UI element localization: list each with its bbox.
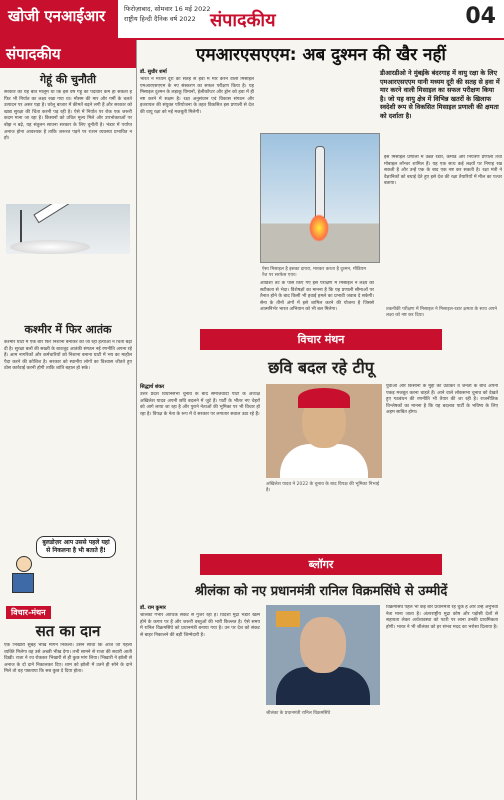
lead-byline: डॉ. सुधीर शर्मा <box>140 69 167 75</box>
article-3 <box>140 605 502 785</box>
editorial-1-title: गेहूं की चुनौती <box>39 73 97 86</box>
article-2-byline: सिद्धार्थ शंकर <box>140 384 165 390</box>
article-3-text: श्रीलंका गंभीर आर्थिक संकट से गुजर रहा है। विदेशी मुद्रा भंडार खत्म होने के कगार पर है और जरूरी वस्तुओं की भारी किल्लत है। ऐसे समय में रानिल विक्रमसिंघे को प्रधानमंत्री बनाया गया है। उन पर देश को संकट से बाहर निकालने की बड़ी जिम्मेदारी है। <box>140 613 260 638</box>
vichar-manthan-label: विचार-मंथन <box>6 606 51 619</box>
lead-column-3-text: इस मिसाइल प्रणाली में उन्नत रडार, कमांड और नियंत्रण प्रणाली तथा मोबाइल लॉन्चर शामिल हैं। यह एक साथ कई लक्ष्यों पर निगाह रख सकती है और उन्हें एक के बाद एक नष्ट कर सकती है। रक्षा मंत्री ने वैज्ञानिकों को बधाई देते हुए इसे देश की रक्षा तैयारियों में मील का पत्थर बताया। <box>384 155 502 187</box>
meta-edition: राष्ट्रीय हिन्दी दैनिक वर्ष 2022 <box>124 15 196 23</box>
lead-column-1-text: भारत ने मध्यम दूरी की सतह से हवा में मार करने वाली मिसाइल एमआरएसएएम के नए संस्करण का सफल परीक्षण किया है। यह मिसाइल दुश्मन के लड़ाकू विमानों, हेलीकॉप्टर और ड्रोन को हवा में ही नष्ट करने में सक्षम है। रक्षा अनुसंधान एवं विकास संगठन और इजरायल की संयुक्त परियोजना के तहत विकसित इस प्रणाली से देश की वायु रक्षा को नई मजबूती मिलेगी। <box>140 77 254 115</box>
portrait-face <box>300 617 346 673</box>
story-body: एक भिखारी सुबह भीख मांगने निकला। उसने सोचा कि आज जो पहला व्यक्ति मिलेगा वह उसे अच्छी भीख देगा। तभी सामने से राजा की सवारी आती दिखी। राजा ने रथ रोककर भिखारी से ही कुछ मांग लिया। भिखारी ने झोली से अनाज के दो दाने निकालकर दिए। शाम को झोली में उतने ही सोने के दाने मिले तो वह पछताया कि सब कुछ दे दिया होता। <box>4 643 132 675</box>
masthead <box>0 0 504 40</box>
missile-launcher-image <box>6 204 130 254</box>
editorial-1-continued <box>0 258 136 318</box>
article-3-column-3: विक्रमसिंघे पहले भी कई बार प्रधानमंत्री रह चुके हैं और उन्हें अनुभवी नेता माना जाता है। अंतरराष्ट्रीय मुद्रा कोष और पड़ोसी देशों से सहायता लेकर अर्थव्यवस्था को पटरी पर लाना उनकी प्राथमिकता होगी। भारत ने भी श्रीलंका को हर संभव मदद का भरोसा दिलाया है। <box>386 605 498 630</box>
missile-test-photo <box>260 133 380 263</box>
cartoon-figure <box>12 556 34 590</box>
lead-intro: डीआरडीओ ने मुंबईके बंदरगाह में वायु रक्षा के लिए एमआरएसएएम यानी मध्यम दूरी की सतह से हवा में मार करने वाली मिसाइल का सफल परीक्षण किया है। जो यह वायु क्षेत्र में विभिन्न खतरों के खिलाफ स्वदेशी रूप से विकसित मिसाइल प्रणाली की क्षमता को दर्शाता है। <box>380 69 500 120</box>
cartoon-head <box>16 556 32 572</box>
lead-caption-2: तकनीकी परीक्षण में मिसाइल ने मिसाइल-रडार क्षमता के साथ अपने लक्ष्य को नष्ट कर दिया। <box>386 307 497 318</box>
article-2-text: उत्तर प्रदेश विधानसभा चुनाव के बाद समाजवादी पार्टी के अध्यक्ष अखिलेश यादव अपनी छवि बदलने में जुटे हैं। पार्टी के भीतर नए चेहरों को आगे लाया जा रहा है और पुराने नेताओं की भूमिका पर भी विचार हो रहा है। विपक्ष के नेता के रूप में वे सरकार पर लगातार सवाल उठा रहे हैं। <box>140 392 260 417</box>
paper-nameplate <box>0 0 118 38</box>
article-2-headline: छवि बदल रहे टीपू <box>268 358 374 377</box>
lead-caption-1 <box>260 265 374 325</box>
article-2-column-3: युवाओं और किसानों के मुद्दों को उठाकर वे जनता के बीच अपनी पकड़ मजबूत करना चाहते हैं। आने वाले लोकसभा चुनाव को देखते हुए गठबंधन की रणनीति भी तैयार की जा रही है। राजनीतिक विश्लेषकों का मानना है कि यह बदलाव पार्टी के भविष्य के लिए अहम साबित होगा। <box>386 384 498 416</box>
editorial-box-title: संपादकीय <box>0 40 136 68</box>
blogger-section-bar: ब्लॉगर <box>200 554 442 575</box>
editorial-2-body: कश्मीर घाटी में एक बार फिर निशाना बनाकर की जा रही हत्याओं ने चिंता बढ़ा दी है। सुरक्षा बलों की सख्ती के बावजूद आतंकी संगठन नई रणनीति अपना रहे हैं। आम नागरिकों और कर्मचारियों को निशाना बनाना घाटी में भय का माहौल पैदा करने की कोशिश है। सरकार को स्थानीय लोगों का विश्वास जीतते हुए ठोस कार्रवाई करनी होगी ताकि शांति बहाल हो सके। <box>4 340 132 372</box>
editorial-2-title: कश्मीर में फिर आतंक <box>24 323 112 336</box>
editorial-1-body: सरकार को यह बात मालूम थी कि इस वर्ष गेहूं की पैदावार कम हो सकती है फिर भी निर्यात का लक्ष्य रखा गया था। मौसम की मार और गर्मी के चलते उत्पादन पर असर पड़ा है। घरेलू बाजार में कीमतें बढ़ने लगी हैं और सरकार को खाद्य सुरक्षा की चिंता करनी पड़ रही है। ऐसे में निर्यात पर रोक एक जरूरी कदम माना जा रहा है। किसानों को उचित मूल्य मिले और उपभोक्ताओं पर बोझ न बढ़े, यह संतुलन साधना सरकार के लिए चुनौती है। भंडार में पर्याप्त अनाज होना आवश्यक है ताकि जरूरत पड़ने पर राशन व्यवस्था प्रभावित न हो। <box>4 90 132 142</box>
wickremesinghe-photo <box>266 605 380 705</box>
lead-column-2-text: ओडिशा तट के पास किए गए इस परीक्षण में मिसाइल ने लक्ष्य को सटीकता से भेदा। विशेषज्ञों का मानना है कि यह प्रणाली सीमाओं पर तैनात होने के बाद किसी भी हवाई हमले का प्रभावी जवाब दे सकेगी। सेना के तीनों अंगों में इसे शामिल करने की योजना है जिससे आत्मनिर्भर भारत अभियान को भी बल मिलेगा। <box>260 281 374 313</box>
article-3-column-1 <box>140 605 260 783</box>
akhilesh-photo <box>266 384 382 478</box>
flame-icon <box>309 214 329 242</box>
cartoon-speech-bubble: बुलडोज़र आप उससे पहले यहां से निकलना है भी बताते हैं! <box>36 536 116 558</box>
red-cap-icon <box>298 388 350 408</box>
article-2-column-1 <box>140 384 260 552</box>
photo-caption: ऐसा मिसाइल है इसका दायरा, मारकर करता है दुश्मन, मीडियम रेंज पर सरफेस एयर। <box>262 267 366 278</box>
masthead-meta <box>124 4 211 24</box>
page-number: 04 <box>465 4 496 29</box>
lead-story <box>140 69 502 329</box>
lead-headline: एमआरएसएएम: अब दुश्मन की खैर नहीं <box>196 45 446 65</box>
rocket-icon <box>315 146 325 218</box>
cartoon <box>6 536 130 594</box>
left-column <box>0 40 137 800</box>
cartoon-torso <box>12 573 34 593</box>
article-3-byline: डॉ. राम कुमार <box>140 605 166 611</box>
paper-name: खोजी एनआईआर <box>8 7 106 25</box>
lead-column-3 <box>384 155 502 325</box>
lead-column-1 <box>140 69 254 269</box>
article-3-caption: श्रीलंका के प्रधानमंत्री रानिल विक्रमसिंघे <box>266 711 331 716</box>
article-3-headline: श्रीलंका को नए प्रधानमंत्री रानिल विक्रमसिंघे से उम्मीदें <box>194 584 448 599</box>
smoke-cloud <box>10 240 90 254</box>
article-2 <box>140 384 502 554</box>
meta-date: फिरोज़ाबाद, सोमवार 16 मई 2022 <box>124 5 211 13</box>
story-title: सत का दान <box>35 622 101 640</box>
main-area <box>140 40 502 800</box>
article-2-caption: अखिलेश यादव ने 2022 के चुनाव के बाद विपक्ष की भूमिका निभाई है। <box>266 482 380 493</box>
vichar-section-bar: विचार मंथन <box>200 329 442 350</box>
portrait-body <box>280 444 368 478</box>
flag-icon <box>276 611 300 627</box>
section-title: संपादकीय <box>210 10 276 31</box>
